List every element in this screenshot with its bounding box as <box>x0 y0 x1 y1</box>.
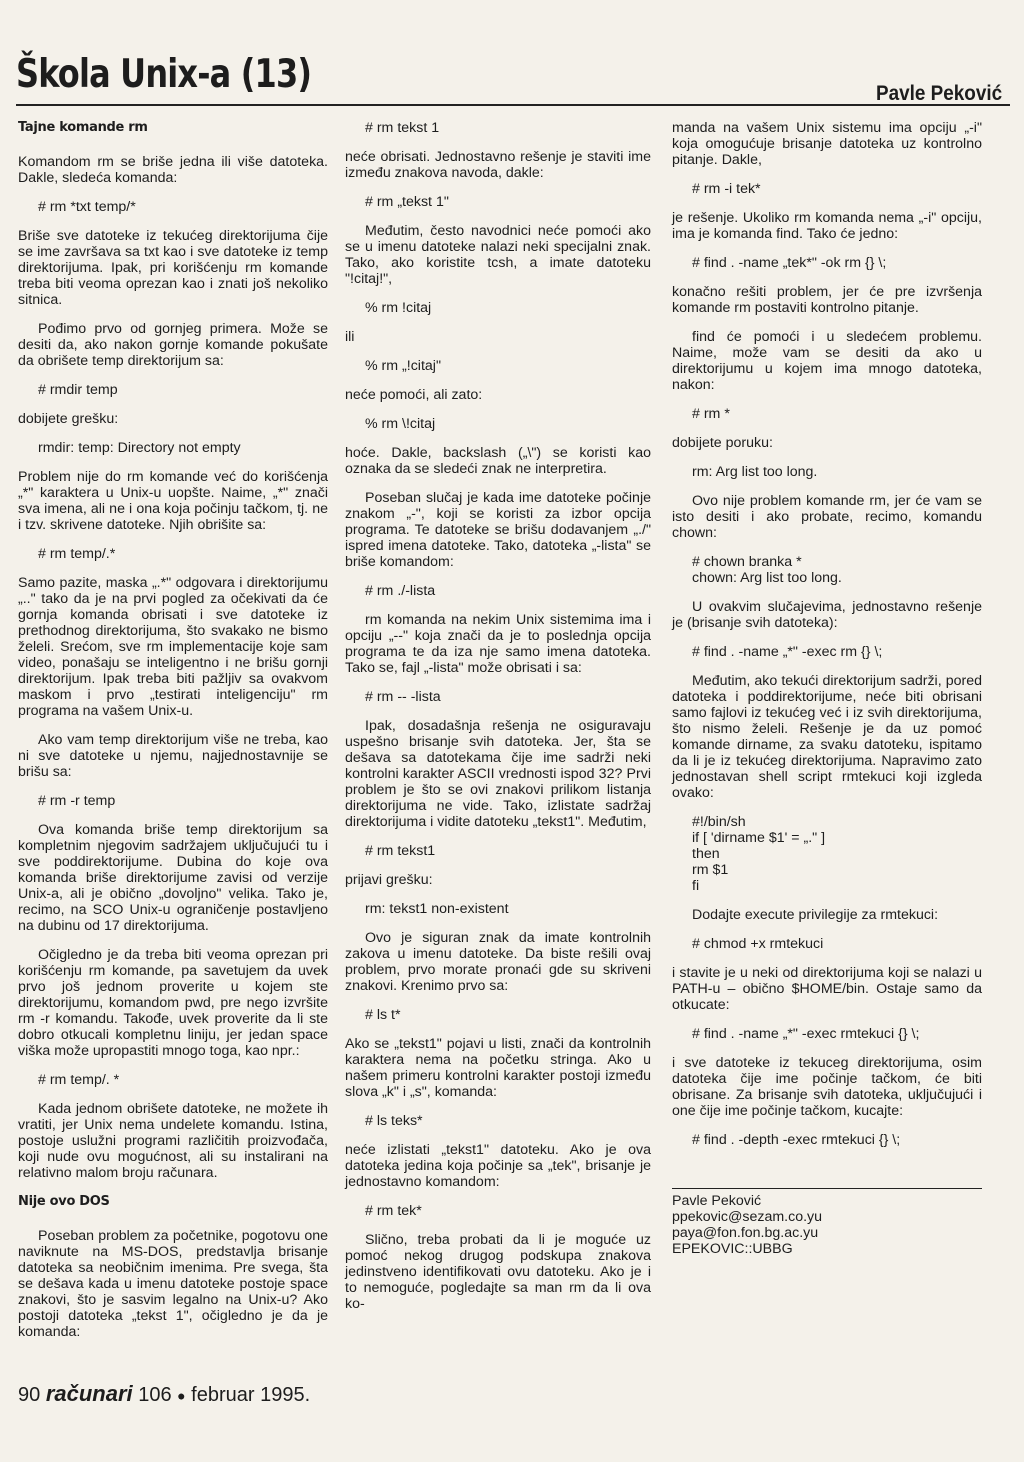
paragraph: Međutim, često navodnici neće pomoći ako se u imenu datoteke nalazi neki specijalni znak. Tako, ako koristite tcsh, a imate datoteku "!citaj!", <box>345 223 651 287</box>
code-line: # chmod +x rmtekuci <box>692 936 824 952</box>
paragraph: Ipak, dosadašnja rešenja ne osiguravaju uspešno brisanje svih datoteka. Jer, šta se dešava sa datotekama čije ime sadrži neki kontrolni karakter ASCII vrednosti ispod 32? Prvi problem je što se ovi znakovi prilikom listanja direktorijuma ne vide. Tako, izlistate sadržaj direktorijuma i vidite datoteku „tekst1". Međutim, <box>345 718 651 830</box>
code-line: # find . -name „tek*" -ok rm {} \; <box>692 255 887 271</box>
code-line: # rm -r temp <box>38 793 116 809</box>
page-title: Škola Unix-a (13) <box>16 52 312 97</box>
code-line: # rm tekst1 <box>365 843 436 859</box>
paragraph: Poseban problem za početnike, pogotovu one naviknute na MS-DOS, predstavlja brisanje datoteka sa neobičnim imenima. Pre svega, šta se dešava kada u imenu datoteke postoje space znakovi, što je sasvim legalno na Unix-u? Ako postoji datoteka „tekst 1", očigledno je da je komanda: <box>18 1228 328 1340</box>
bullet-icon: ● <box>177 1387 186 1404</box>
issue-number: 106 <box>138 1384 172 1406</box>
signature-line: paya@fon.fon.bg.ac.yu <box>672 1225 819 1241</box>
code-line: # rm tekst 1 <box>365 120 440 136</box>
code-line: # rm -- -lista <box>365 689 441 705</box>
code-line: rm: Arg list too long. <box>692 464 818 480</box>
code-line: # find . -name „*" -exec rm {} \; <box>692 644 883 660</box>
issue-date: februar 1995. <box>191 1384 311 1406</box>
code-line: # rm tek* <box>365 1203 422 1219</box>
paragraph: Ova komanda briše temp direktorijum sa kompletnim njegovim sadržajem uključujući tu i sve poddirektorijume. Dubina do koje ova komanda briše direktorijume zavisi od verzije Unix-a, ali je obično „dovoljno" velika. Tako je, recimo, na SCO Unix-u ograničenje postavljeno na dubinu od 17 direktorijuma. <box>18 822 328 934</box>
code-line: rmdir: temp: Directory not empty <box>38 440 241 456</box>
paragraph: Samo pazite, maska „.*" odgovara i direktorijumu „.." tako da je na prvi pogled za očekivati da će gornja komanda obrisati i sve datoteke iz prethodnog direktorijuma, što svakako ne bismo želeli. Srećom, sve rm implementacije koje sam video, ponašaju se inteligentno i ne brišu gornji direktorijum. Ipak treba biti pažljiv sa ovakvom maskom i prvo „testirati inteligenciju" rm programa na vašem Unix-u. <box>18 575 328 719</box>
code-line: # rmdir temp <box>38 382 118 398</box>
code-line: # ls teks* <box>365 1113 423 1129</box>
paragraph: neće izlistati „tekst1" datoteku. Ako je ova datoteka jedina koja počinje sa „tek", brisanje je jednostavno komandom: <box>345 1142 651 1190</box>
code-line: # rm -i tek* <box>692 181 761 197</box>
code-line: % rm \!citaj <box>365 416 436 432</box>
text-column-2 <box>345 120 651 1325</box>
paragraph: Kada jednom obrišete datoteke, ne možete ih vratiti, jer Unix nema undelete komandu. Istina, postoje uslužni programi različitih proizvođača, koji nude ovu mogućnost, ali su instalirani na relativno malom broju računara. <box>18 1101 328 1181</box>
paragraph: hoće. Dakle, backslash („\") se koristi kao oznaka da se sledeći znak ne interpretira. <box>345 445 651 477</box>
code-line: % rm !citaj <box>365 300 432 316</box>
page-number: 90 <box>18 1384 41 1406</box>
page-footer <box>18 1381 310 1407</box>
paragraph: neće obrisati. Jednostavno rešenje je staviti ime između znakova navoda, dakle: <box>345 149 651 181</box>
code-line: # rm ./-lista <box>365 583 436 599</box>
paragraph: Poseban slučaj je kada ime datoteke počinje znakom „-", koji se koristi za izbor opcija programa. Te datoteke se brišu dodavanjem „./" ispred imena datoteke. Tako, datoteka „-lista" se briše komandom: <box>345 490 651 570</box>
paragraph: find će pomoći i u sledećem problemu. Naime, može vam se desiti da ako u direktorijumu u kojem ima mnogo datoteka, nakon: <box>672 329 982 393</box>
code-line: # rm *txt temp/* <box>38 199 136 215</box>
paragraph: ili <box>345 329 355 345</box>
paragraph: dobijete poruku: <box>672 435 773 451</box>
author-name: Pavle Peković <box>875 82 1002 105</box>
section-heading: Nije ovo DOS <box>18 1194 110 1209</box>
paragraph: Ako se „tekst1" pojavi u listi, znači da kontrolnih karaktera nema na početku stringa. Ako u našem primeru kontrolni karakter postoji između slova „k" i „s", komanda: <box>345 1036 651 1100</box>
signature-line: ppekovic@sezam.co.yu <box>672 1209 823 1225</box>
paragraph: neće pomoći, ali zato: <box>345 387 483 403</box>
paragraph: dobijete grešku: <box>18 411 119 427</box>
code-line: # rm „tekst 1" <box>365 194 449 210</box>
section-heading: Tajne komande rm <box>18 120 148 135</box>
code-line: % rm „!citaj" <box>365 358 441 374</box>
code-line: # find . -name „*" -exec rmtekuci {} \; <box>692 1026 920 1042</box>
code-line: # find . -depth -exec rmtekuci {} \; <box>692 1132 901 1148</box>
paragraph: prijavi grešku: <box>345 872 433 888</box>
signature-line: Pavle Peković <box>672 1193 762 1209</box>
paragraph: i stavite je u neki od direktorijuma koji se nalazi u PATH-u – obično $HOME/bin. Ostaje samo da otkucate: <box>672 965 982 1013</box>
header-divider <box>16 104 1010 106</box>
paragraph: Problem nije do rm komande već do korišćenja „*" karaktera u Unix-u uopšte. Naime, „*" znači sva imena, ali ne i ona koja počinju tačkom, tj. ne i tzv. skrivene datoteke. Njih obrišite sa: <box>18 469 328 533</box>
paragraph: Briše sve datoteke iz tekućeg direktorijuma čije se ime završava sa txt kao i sve datoteke iz temp direktorijuma. Ipak, pri korišćenju rm komande treba biti veoma oprezan kao i znati još nekoliko sitnica. <box>18 228 328 308</box>
text-column-1 <box>18 120 328 1353</box>
paragraph: je rešenje. Ukoliko rm komanda nema „-i" opciju, ima je komanda find. Tako će jedno: <box>672 210 982 242</box>
paragraph: Slično, treba probati da li je moguće uz pomoć nekog drugog podskupa znakova jedinstveno identifikovati ovu datoteku. Ako je i to nemoguće, pogledajte sa man rm da li ova ko- <box>345 1232 651 1312</box>
paragraph: Dodajte execute privilegije za rmtekuci: <box>692 907 939 923</box>
code-line: # rm temp/. * <box>38 1072 120 1088</box>
paragraph: Međutim, ako tekući direktorijum sadrži, pored datoteka i poddirektorijume, neće biti obrisani samo fajlovi iz tekućeg već i iz svih direktorijuma, što nismo želeli. Rešenje je da uz pomoć komande dirname, za svaku datoteku, ispitamo da li je iz tekućeg direktorijuma. Napravimo zato jednostavan shell script rmtekuci koji izgleda ovako: <box>672 673 982 801</box>
code-line: # rm temp/.* <box>38 546 116 562</box>
code-line: # chown branka * chown: Arg list too long. <box>692 554 842 586</box>
code-line: # rm * <box>692 406 730 422</box>
magazine-name: računari <box>45 1381 133 1406</box>
paragraph: U ovakvim slučajevima, jednostavno rešenje je (brisanje svih datoteka): <box>672 599 982 631</box>
code-line: # ls t* <box>365 1007 401 1023</box>
paragraph: Ako vam temp direktorijum više ne treba, kao ni sve datoteke u njemu, najjednostavnije se brišu sa: <box>18 732 328 780</box>
paragraph: Ovo je siguran znak da imate kontrolnih zakova u imenu datoteke. Da biste rešili ovaj problem, prvo morate pronaći gde su skriveni znakovi. Krenimo prvo sa: <box>345 930 651 994</box>
paragraph: Komandom rm se briše jedna ili više datoteka. Dakle, sledeća komanda: <box>18 154 328 186</box>
paragraph: Pođimo prvo od gornjeg primera. Može se desiti da, ako nakon gornje komande pokušate da obrišete temp direktorijum sa: <box>18 321 328 369</box>
paragraph: Očigledno je da treba biti veoma oprezan pri korišćenju rm komande, pa savetujem da uvek prvo još jednom proverite u kojem ste direktorijumu, komandom pwd, pre nego izvršite rm -r komandu. Takođe, uvek proverite da li ste dobro otkucali kompletnu liniju, jer jedan space viška može upropastiti mnogo toga, kao npr.: <box>18 947 328 1059</box>
signature-line: EPEKOVIC::UBBG <box>672 1241 793 1257</box>
paragraph: i sve datoteke iz tekuceg direktorijuma, osim datoteka čije ime počinje tačkom, će biti obrisane. Za brisanje svih datoteka, uključujući i one čije ime počinje tačkom, kucajte: <box>672 1055 982 1119</box>
paragraph: rm komanda na nekim Unix sistemima ima i opciju „--" koja znači da je to poslednja opcija programa te da iza nje samo imena datoteka. Tako se, fajl „-lista" može obrisati i sa: <box>345 612 651 676</box>
paragraph: manda na vašem Unix sistemu ima opciju „-i" koja omogućuje brisanje datoteka uz kontrolno pitanje. Dakle, <box>672 120 982 168</box>
author-signature <box>672 1188 982 1257</box>
paragraph: konačno rešiti problem, jer će pre izvršenja komande rm postaviti kontrolno pitanje. <box>672 284 982 316</box>
code-line: rm: tekst1 non-existent <box>365 901 509 917</box>
text-column-3 <box>672 120 982 1257</box>
code-line: #!/bin/sh if [ 'dirname $1' = „." ] then rm $1 fi <box>692 814 826 894</box>
paragraph: Ovo nije problem komande rm, jer će vam se isto desiti i ako probate, recimo, komandu chown: <box>672 493 982 541</box>
